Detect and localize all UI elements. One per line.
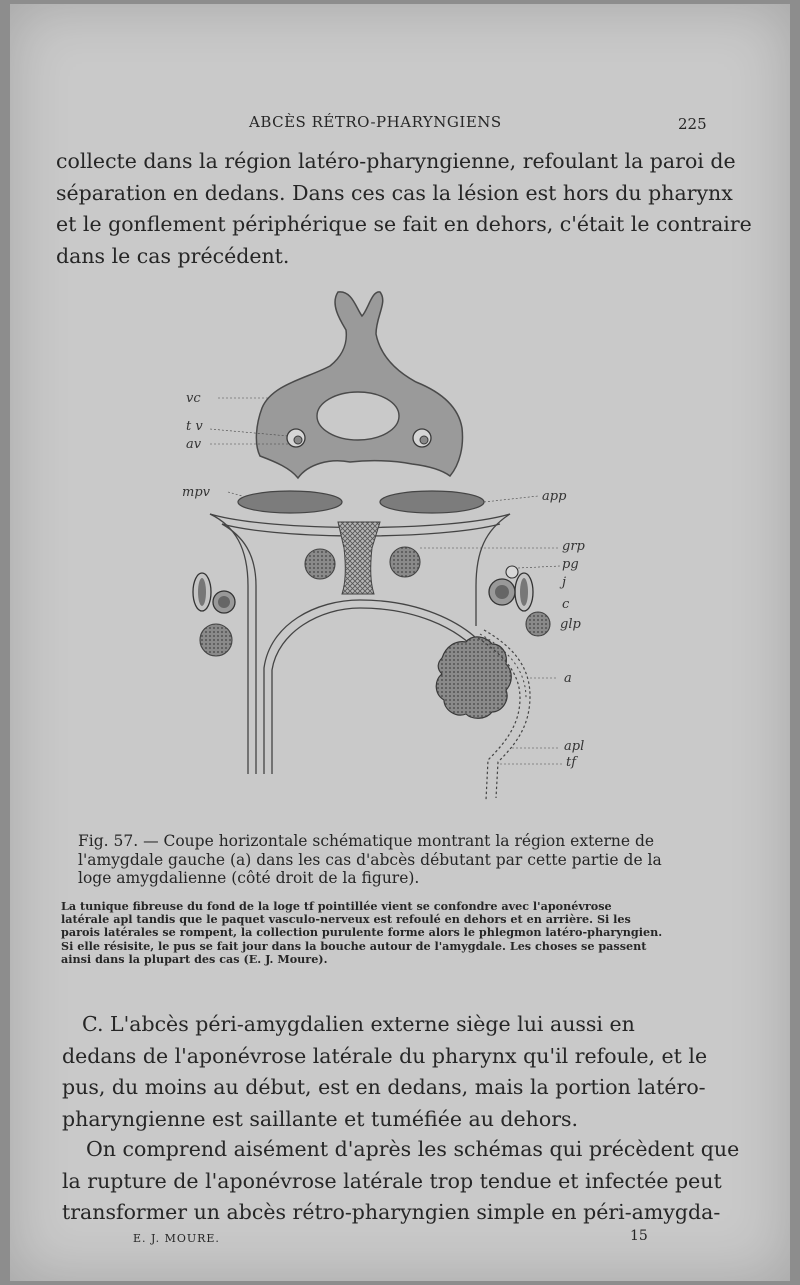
label-pg: pg <box>562 557 579 572</box>
anatomical-figure <box>180 286 630 816</box>
note-line: ainsi dans la plupart des cas (E. J. Moure). <box>61 951 328 966</box>
label-a: a <box>564 671 572 686</box>
label-j: j <box>562 575 567 590</box>
leader-line-mpv <box>228 492 242 496</box>
gland-right <box>526 612 550 636</box>
note-line: La tunique fibreuse du fond de la loge tf pointillée vient se confondre avec l'aponévrose <box>61 899 612 913</box>
jugular-left-inner <box>198 578 206 606</box>
paragraph-3 <box>62 1134 739 1229</box>
label-mpv: mpv <box>182 485 210 500</box>
leader-line-app <box>484 496 538 502</box>
figure-note <box>61 900 662 966</box>
running-title: ABCÈS RÉTRO-PHARYNGIENS <box>249 113 502 131</box>
paragraph-line: pus, du moins au début, est en dedans, mais la portion latéro- <box>62 1075 706 1099</box>
median-raphe <box>338 522 380 594</box>
label-glp: glp <box>560 617 581 632</box>
vertebral-artery-right-inner <box>420 436 428 444</box>
label-vc: vc <box>186 391 201 406</box>
footer-sheet-number: 15 <box>630 1228 648 1244</box>
vertebral-artery-left-inner <box>294 436 302 444</box>
page-header <box>0 113 800 137</box>
lymph-node-left <box>305 549 335 579</box>
paragraph-1 <box>56 146 752 272</box>
lymph-node-right <box>390 547 420 577</box>
prevertebral-muscle-left <box>238 491 342 513</box>
note-line: parois latérales se rompent, la collection purulente forme alors le phlegmon latéro-pharyngien. <box>61 925 663 940</box>
label-grp: grp <box>562 539 585 554</box>
small-vessel-right <box>506 566 518 578</box>
label-av: av <box>186 437 202 452</box>
carotid-left-inner <box>218 596 230 608</box>
prevertebral-muscle-right <box>380 491 484 513</box>
paragraph-line: séparation en dedans. Dans ces cas la lésion est hors du pharynx <box>56 180 733 205</box>
paragraph-line: On comprend aisément d'après les schémas qui précèdent que <box>86 1137 740 1161</box>
figure-caption <box>78 832 662 888</box>
tonsil-abscess <box>436 637 511 718</box>
footer-signature: E. J. MOURE. <box>133 1232 220 1245</box>
vertebral-canal <box>317 392 399 440</box>
caption-line: l'amygdale gauche (a) dans les cas d'abcès débutant par cette partie de la <box>78 850 662 869</box>
caption-line: Fig. 57. — Coupe horizontale schématique montrant la région externe de <box>78 832 655 850</box>
paragraph-line: dedans de l'aponévrose latérale du pharynx qu'il refoule, et le <box>62 1043 708 1068</box>
note-line: Si elle résisite, le pus se fait jour dans la bouche autour de l'amygdale. Les choses se passent <box>61 938 647 953</box>
label-apl: apl <box>564 739 585 754</box>
paragraph-line: collecte dans la région latéro-pharyngienne, refoulant la paroi de <box>56 149 736 173</box>
paragraph-line: la rupture de l'aponévrose latérale trop tendue et infectée peut <box>62 1168 722 1193</box>
fascia-right-wall <box>476 514 510 626</box>
paragraph-line: C. L'abcès péri-amygdalien externe siège lui aussi en <box>82 1012 635 1036</box>
note-line: latérale apl tandis que le paquet vasculo-nerveux est refoulé en dehors et en arrière. Si les <box>61 912 631 927</box>
jugular-right-inner <box>520 578 528 606</box>
leader-line-pg <box>518 566 560 568</box>
label-tf: tf <box>566 755 577 770</box>
paragraph-line: transformer un abcès rétro-pharyngien simple en péri-amygda- <box>62 1200 721 1224</box>
paragraph-line: pharyngienne est saillante et tuméfiée au dehors. <box>62 1106 579 1131</box>
label-app: app <box>542 489 567 504</box>
paragraph-line: dans le cas précédent. <box>56 243 290 268</box>
page-number: 225 <box>678 115 707 133</box>
paragraph-line: et le gonflement périphérique se fait en dehors, c'était le contraire <box>56 212 752 236</box>
caption-line: loge amygdalienne (côté droit de la figure). <box>78 869 420 887</box>
paragraph-2 <box>62 1009 707 1135</box>
gland-left <box>200 624 232 656</box>
label-c: c <box>562 597 570 612</box>
label-tv: t v <box>186 419 203 434</box>
carotid-right-inner <box>495 585 509 599</box>
vertebra-shape <box>256 292 462 478</box>
